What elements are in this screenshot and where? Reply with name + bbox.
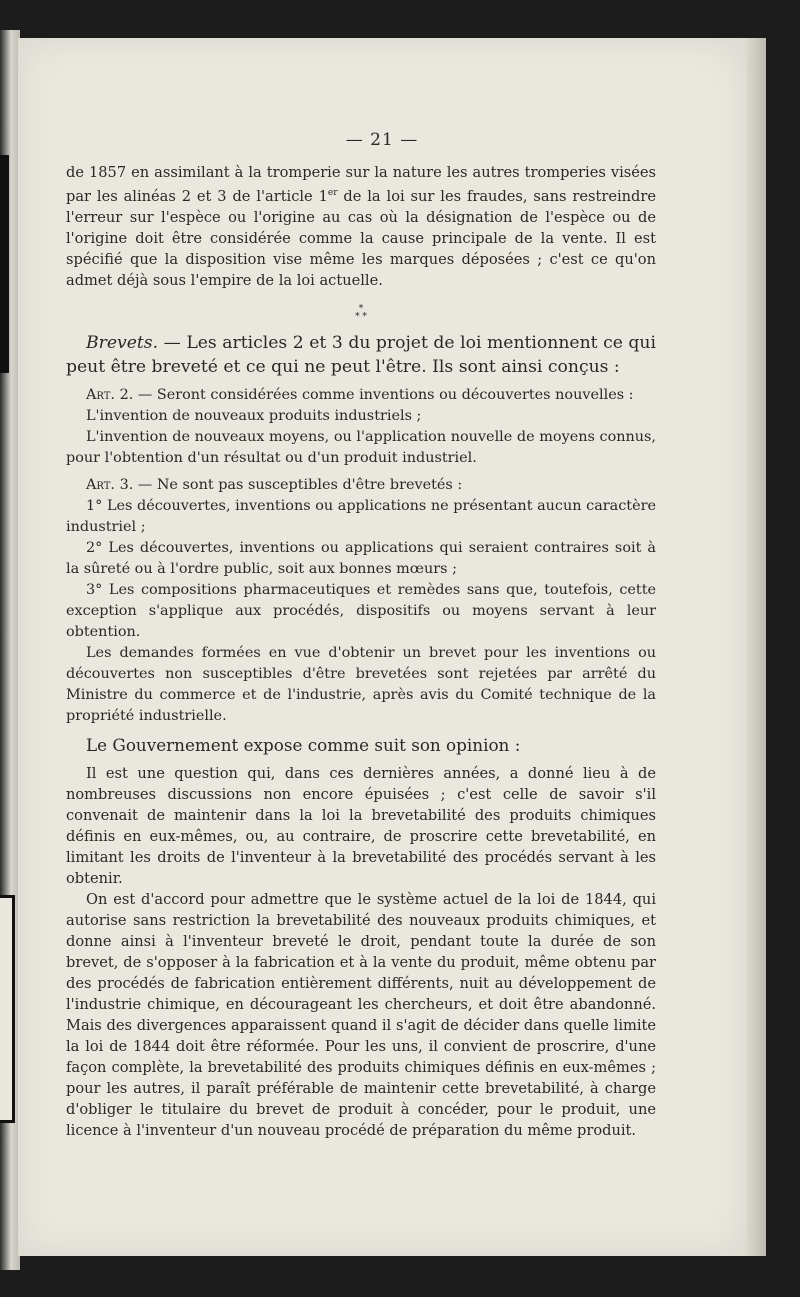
art2-line2: L'invention de nouveaux moyens, ou l'application nouvelle de moyens connus, pour l'obtention d'un résultat ou d'un produit industriel. bbox=[66, 428, 656, 466]
art3-closing: Les demandes formées en vue d'obtenir un brevet pour les inventions ou découvertes non susceptibles d'être brevetées sont rejetées par arrêté du Ministre du commerce et de l'industrie, après avis du Comité technique de la propriété industrielle. bbox=[66, 644, 656, 724]
para1-superscript: er bbox=[327, 188, 338, 198]
art3-text: — Ne sont pas susceptibles d'être brevetés : bbox=[133, 476, 463, 493]
page-number: — 21 — bbox=[345, 130, 419, 150]
art2-line1: L'invention de nouveaux produits industriels ; bbox=[86, 407, 422, 424]
art3-intro bbox=[66, 475, 656, 496]
separator-stars-bottom: * * bbox=[355, 311, 367, 322]
art2-intro bbox=[66, 385, 656, 406]
document-page bbox=[18, 38, 746, 1256]
left-tab-lower bbox=[0, 895, 15, 1123]
art3-item1: 1° Les découvertes, inventions ou applications ne présentant aucun caractère industriel ; bbox=[66, 497, 656, 535]
art2-label: Art. 2. bbox=[86, 386, 134, 403]
brevets-text: — Les articles 2 et 3 du projet de loi mentionnent ce qui peut être breveté et ce qui ne peut l'être. Ils sont ainsi conçus : bbox=[66, 332, 656, 377]
body-text bbox=[66, 162, 656, 1141]
para1-start: de 1857 en assimilant à la tromperie sur la nature les autres tromperies visées par les alinéas 2 et 3 de l'article 1 bbox=[66, 164, 656, 205]
paragraph-fraudes bbox=[66, 162, 656, 291]
government-paragraph-1: Il est une question qui, dans ces dernières années, a donné lieu à de nombreuses discussions non encore épuisées ; c'est celle de savoir s'il convenait de maintenir dans la loi la brevetabilité des produits chimiques définis en eux-mêmes, ou, au contraire, de proscrire cette brevetabilité, en limitant les droits de l'inventeur à la brevetabilité des procédés servant à les obtenir. bbox=[66, 764, 656, 887]
government-heading: Le Gouvernement expose comme suit son opinion : bbox=[86, 734, 521, 755]
article-2 bbox=[66, 385, 656, 469]
brevets-title: Brevets. bbox=[86, 332, 159, 353]
art3-label: Art. 3. bbox=[86, 476, 134, 493]
government-paragraph-2: On est d'accord pour admettre que le système actuel de la loi de 1844, qui autorise sans restriction la brevetabilité des nouveaux produits chimiques, et donne ainsi à l'inventeur breveté le droit, pendant toute la durée de son brevet, de s'opposer à la fabrication et à la vente du produit, même obtenu par des procédés de fabrication entièrement différents, nuit au développement de l'industrie chimique, en décourageant les chercheurs, et doit être abandonné. Mais des divergences apparaissent quand il s'agit de décider dans quelle limite la loi de 1844 doit être réformée. Pour les uns, il convient de proscrire, d'une façon complète, la brevetabilité des produits chimiques définis en eux-mêmes ; pour les autres, il paraît préférable de maintenir cette brevetabilité, à charge d'obliger le titulaire du brevet de produit à concéder, pour le produit, une licence à l'inventeur d'un nouveau procédé de préparation du même produit. bbox=[66, 890, 656, 1139]
right-page-edge bbox=[746, 38, 766, 1256]
section-separator bbox=[66, 305, 656, 321]
left-black-tab-upper bbox=[0, 155, 9, 373]
para1-end: de la loi sur les fraudes, sans restreindre l'erreur sur l'espèce ou l'origine au cas où la désignation de l'espèce ou de l'origine doit être considérée comme la cause principale de la vente. Il est spécifié que la disposition vise même les marques déposées ; c'est ce qu'on admet déjà sous l'empire de la loi actuelle. bbox=[66, 187, 656, 289]
paragraph-brevets bbox=[66, 331, 656, 379]
article-3 bbox=[66, 475, 656, 727]
art2-text: — Seront considérées comme inventions ou découvertes nouvelles : bbox=[133, 386, 634, 403]
art3-item3: 3° Les compositions pharmaceutiques et remèdes sans que, toutefois, cette exception s'applique aux procédés, dispositifs ou moyens servant à leur obtention. bbox=[66, 581, 656, 640]
separator-star-top: * bbox=[358, 303, 364, 314]
art3-item2: 2° Les découvertes, inventions ou applications qui seraient contraires soit à la sûreté ou à l'ordre public, soit aux bonnes mœurs ; bbox=[66, 539, 656, 577]
